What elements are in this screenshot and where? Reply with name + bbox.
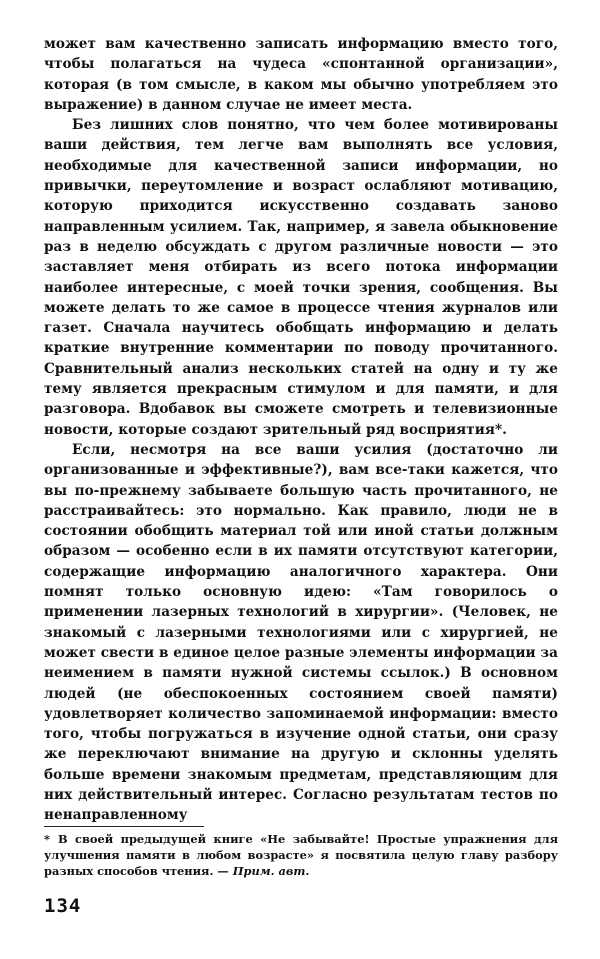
footnote-divider: [44, 826, 204, 827]
paragraph-continuation: может вам качественно записать информацию вместо того, чтобы полагаться на чудеса «спонтанной организации», которая (в том смысле, в каком мы обычно употребляем это выражение) в данном случае не имеет места.: [44, 36, 558, 113]
page-number: 134: [44, 895, 82, 917]
paragraph-forgetting: Если, несмотря на все ваши усилия (достаточно ли организованные и эффективные?), вам все-таки кажется, что вы по-прежнему забываете большую часть прочитанного, не расстраивайтесь: это нормально. Как правило, люди не в состоянии обобщить материал той или иной статьи должным образом — особенно если в их памяти отсутствуют категории, содержащие информацию аналогичного характера. Они помнят только основную идею: «Там говорилось о применении лазерных технологий в хирургии». (Человек, не знакомый с лазерными технологиями или с хирургией, не может свести в единое целое разные элементы информации за неимением в памяти нужной системы ссылок.) В основном людей (не обеспокоенных состоянием своей памяти) удовлетворяет количество запоминаемой информации: вместо того, чтобы погружаться в изучение одной статьи, они сразу же переключают внимание на другую и склонны уделять больше времени знакомым предметам, представляющим для них действительный интерес. Согласно результатам тестов по ненаправленному: [44, 441, 558, 824]
footnote-text: В своей предыдущей книге «Не забывайте! Простые упражнения для улучшения памяти в любом возрасте» я посвятила целую главу разбору разных способов чтения. —: [44, 832, 558, 878]
footnote: [44, 832, 558, 879]
paragraph-motivation: Без лишних слов понятно, что чем более мотивированы ваши действия, тем легче вам выполнять все условия, необходимые для качественной записи информации, но привычки, переутомление и возраст ослабляют мотивацию, которую приходится искусственно создавать заново направленным усилием. Так, например, я завела обыкновение раз в неделю обсуждать с другом различные новости — это заставляет меня отбирать из всего потока информации наиболее интересные, с моей точки зрения, сообщения. Вы можете делать то же самое в процессе чтения журналов или газет. Сначала научитесь обобщать информацию и делать краткие внутренние комментарии по поводу прочитанного. Сравнительный анализ нескольких статей на одну и ту же тему является прекрасным стимулом и для памяти, и для разговора. Вдобавок вы сможете смотреть и телевизионные новости, которые создают зрительный ряд восприятия*.: [44, 117, 558, 438]
body-text: [44, 34, 558, 826]
footnote-author-note: Прим. авт.: [232, 863, 310, 878]
footnote-marker: *: [44, 832, 50, 846]
